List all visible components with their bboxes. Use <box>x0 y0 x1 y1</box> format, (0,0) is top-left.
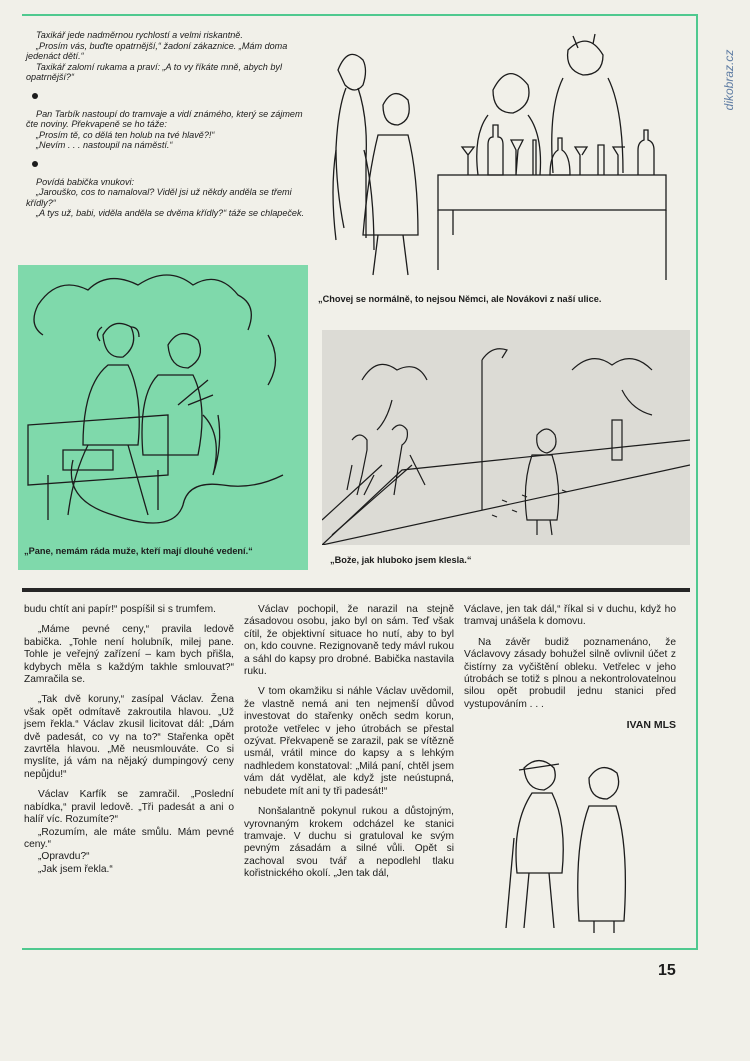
cartoon-street-gray-panel <box>322 330 690 545</box>
joke2-line3: „Nevím . . . nastoupil na náměstí.“ <box>36 140 173 150</box>
jokes-column <box>26 30 312 219</box>
story-paragraph: „Tak dvě koruny,“ zasípal Václav. Žena však opět odmítavě zakroutila hlavou. „Už jsem řekla.“ Václav zkusil licitovat dál: „Dám dvě padesát, co vy na to?“ Stařenka opět zavrtěla hlavou. „Mě neusmlouváte. Co si myslíte, já vám na nějaký dumpingový ceny nepůjdu!“ <box>24 694 234 780</box>
section-divider <box>22 588 690 592</box>
story-paragraph: Václav pochopil, že narazil na stejně zásadovou osobu, jako byl on sám. Teď však cítil, že objektivní situace ho nutí, aby to byl on, kdo couvne. Rezignovaně tedy mávl rukou a sáhl do kapsy pro drobné. Babička nastavila ruku. <box>244 604 454 678</box>
caption-deep: „Bože, jak hluboko jsem klesla.“ <box>330 555 472 565</box>
watermark: dikobraz.cz <box>722 49 736 111</box>
bullet-separator <box>32 93 38 99</box>
story-paragraph: Václav Karfík se zamračil. „Poslední nabídka,“ pravil ledově. „Tři padesát a ani o halíř víc. Rozumíte?“ <box>24 789 234 826</box>
story-column-1 <box>24 604 234 884</box>
page-number: 15 <box>658 962 676 979</box>
story-column-3 <box>464 604 676 732</box>
story-paragraph: „Opravdu?“ <box>38 851 90 863</box>
caption-headphones: „Pane, nemám ráda muže, kteří mají dlouhé vedení.“ <box>24 546 253 556</box>
joke3-line3: „A tys už, babi, viděla anděla se dvěma křídly?“ táže se chlapeček. <box>36 208 305 218</box>
joke3-line1: Povídá babička vnukovi: <box>36 176 135 187</box>
cartoon-elderly-couple <box>494 748 684 938</box>
joke1-line2: „Prosím vás, buďte opatrnější,“ žadoní zákaznice. „Mám doma jedenáct dětí.“ <box>26 40 288 61</box>
green-frame-top <box>22 14 698 16</box>
caption-germans: „Chovej se normálně, to nejsou Němci, ale Novákovi z naší ulice. <box>318 294 602 304</box>
cartoon-party-table <box>318 30 688 288</box>
joke2-line2: „Prosím tě, co dělá ten holub na tvé hlavě?!“ <box>36 129 215 140</box>
author-signature: IVAN MLS <box>626 719 676 732</box>
cartoon-headphones-green-panel <box>18 265 308 570</box>
joke1-line3: Taxikář zalomí rukama a praví: „A to vy říkáte mně, abych byl opatrnější?“ <box>26 61 282 82</box>
joke3-line2: „Jarouško, cos to namaloval? Viděl jsi už někdy anděla se třemi křídly?“ <box>26 187 292 208</box>
story-paragraph: budu chtít ani papír!“ pospíšil si s trumfem. <box>24 604 216 615</box>
story-column-2 <box>244 604 454 889</box>
story-paragraph: „Rozumím, ale máte smůlu. Mám pevné ceny.“ <box>24 826 234 850</box>
bullet-separator <box>32 161 38 167</box>
story-paragraph: Nonšalantně pokynul rukou a důstojným, vyrovnaným krokem odcházel ke stanici tramvaje. V duchu si gratuloval ke svým pevným zásadám a silné vůli. Opět si zachoval svou tvář a nepodlehl tlaku kořistnického okolí. „Jen tak dál, <box>244 806 454 880</box>
story-paragraph: „Máme pevné ceny,“ pravila ledově babička. „Tohle není holubník, milej pane. Tohle je veřejný zařízení – kam bych přišla, kdybych měla s každým takhle smlouvat?“ Zamračila se. <box>24 624 234 686</box>
story-paragraph: V tom okamžiku si náhle Václav uvědomil, že vlastně nemá ani ten nejmenší důvod investovat do stařenky oněch sedm korun, protože vetřelec v jeho útrobách se přestal ozývat. Překvapeně se zarazil, pak se vítězně usmál, vrátil mince do kapsy a s lehkým nadhledem konstatoval: „Milá paní, chtěl jsem vám dát vydělat, ale když jste neústupná, nebudete mít ani ty tři padesát!“ <box>244 686 454 797</box>
joke1-line1: Taxikář jede nadměrnou rychlostí a velmi riskantně. <box>36 30 243 40</box>
green-frame-bottom <box>22 948 698 950</box>
story-paragraph: Na závěr budiž poznamenáno, že Václavovy zásady bohužel silně ovlivnil účet z čistírny za vyčištění obleku. Vetřelec v jeho útrobách se totiž s plnou a nekontrolovatelnou silou opět probudil jednu stanici před vystupováním . . . <box>464 636 676 710</box>
joke2-line1: Pan Tarbík nastoupí do tramvaje a vidí známého, který se zájmem čte noviny. Překvapeně se ho táže: <box>26 108 303 129</box>
green-frame-right <box>696 14 698 950</box>
story-paragraph: „Jak jsem řekla.“ <box>38 863 113 875</box>
story-paragraph: Václave, jen tak dál,“ říkal si v duchu, když ho tramvaj unášela k domovu. <box>464 604 676 628</box>
